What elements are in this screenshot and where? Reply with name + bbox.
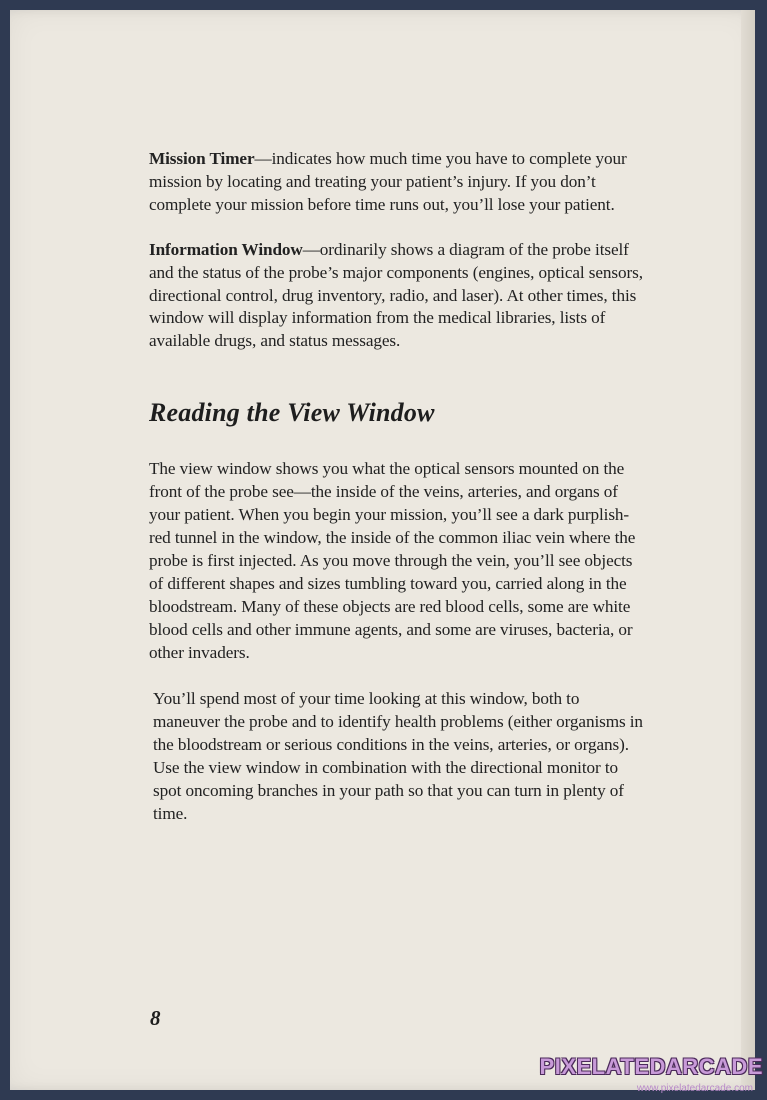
watermark-logo: PIXELATEDARCADE bbox=[539, 1054, 763, 1079]
view-window-paragraph-2: You’ll spend most of your time looking at this window, both to maneuver the probe and to identify health problems (either organisms in the bloodstream or serious conditions in the veins, arteries, or organs). Use the view window in combination with the directional monitor to spot oncoming branches in your path so that you can turn in plenty of time. bbox=[153, 689, 643, 823]
view-window-paragraph-1: The view window shows you what the optical sensors mounted on the front of the probe see—the inside of the veins, arteries, and organs of your patient. When you begin your mission, you’ll see a dark purplish-red tunnel in the window, the inside of the common iliac vein where the probe is first injected. As you move through the vein, you’ll see objects of different shapes and sizes tumbling toward you, carried along in the bloodstream. Many of these objects are red blood cells, some are white blood cells and other immune agents, and some are viruses, bacteria, or other invaders. bbox=[149, 459, 636, 662]
section-heading: Reading the View Window bbox=[149, 398, 435, 428]
information-window-text: —ordinarily shows a diagram of the probe itself and the status of the probe’s major components (engines, optical sensors, directional control, drug inventory, radio, and laser). At other times, this window will display information from the medical libraries, lists of available drugs, and status messages. bbox=[149, 239, 643, 351]
mission-timer-term: Mission Timer bbox=[149, 149, 255, 168]
manual-page bbox=[10, 10, 755, 1090]
information-window-paragraph bbox=[149, 239, 649, 354]
page-content bbox=[149, 148, 649, 826]
page-number: 8 bbox=[150, 1006, 161, 1030]
information-window-term: Information Window bbox=[149, 239, 303, 259]
mission-timer-text: —indicates how much time you have to complete your mission by locating and treating your patient’s injury. If you don’t complete your mission before time runs out, you’ll lose your patient. bbox=[149, 149, 627, 214]
watermark-url: www.pixelatedarcade.com bbox=[636, 1083, 753, 1094]
mission-timer-paragraph bbox=[149, 148, 649, 217]
page-spine bbox=[741, 10, 755, 1090]
